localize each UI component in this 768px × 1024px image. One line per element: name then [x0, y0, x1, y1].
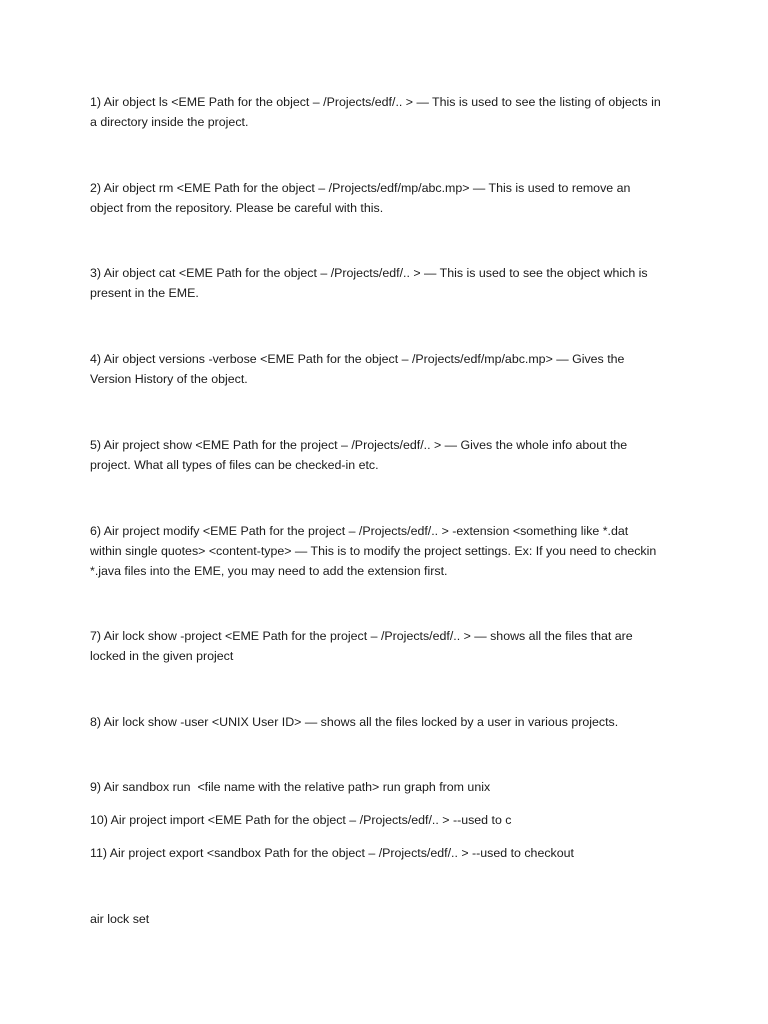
- paragraph-air-object-rm: 2) Air object rm <EME Path for the object – /Projects/edf/mp/abc.mp> — This is used to remove an object from the repository. Please be careful with this.: [90, 181, 631, 215]
- paragraph-air-project-show: 5) Air project show <EME Path for the project – /Projects/edf/.. > — Gives the whole info about the project. What all types of files can be checked-in etc.: [90, 438, 628, 472]
- paragraph-air-lock-show-project: 7) Air lock show -project <EME Path for the project – /Projects/edf/.. > — shows all the files that are locked in the given project: [90, 629, 633, 663]
- paragraph-air-project-import: 10) Air project import <EME Path for the object – /Projects/edf/.. > --used to c: [90, 813, 512, 827]
- paragraph-air-object-ls: 1) Air object ls <EME Path for the object – /Projects/edf/.. > — This is used to see the listing of objects in a directory inside the project.: [90, 95, 661, 129]
- paragraph-air-object-versions: 4) Air object versions -verbose <EME Path for the object – /Projects/edf/mp/abc.mp> — Gives the Version History of the object.: [90, 352, 625, 386]
- paragraph-air-sandbox-run: 9) Air sandbox run <file name with the relative path> run graph from unix: [90, 780, 491, 794]
- paragraph-air-lock-set: air lock set: [90, 912, 150, 926]
- paragraph-air-object-cat: 3) Air object cat <EME Path for the object – /Projects/edf/.. > — This is used to see the object which is present in the EME.: [90, 266, 648, 300]
- paragraph-air-project-modify: 6) Air project modify <EME Path for the project – /Projects/edf/.. > -extension <something like *.dat within single quotes> <content-type> — This is to modify the project settings. Ex: If you need to checkin *.java files into the EME, you may need to add the extension first.: [90, 524, 657, 578]
- paragraph-air-lock-show-user: 8) Air lock show -user <UNIX User ID> — shows all the files locked by a user in various projects.: [90, 715, 619, 729]
- paragraph-air-project-export: 11) Air project export <sandbox Path for the object – /Projects/edf/.. > --used to checkout: [90, 846, 574, 860]
